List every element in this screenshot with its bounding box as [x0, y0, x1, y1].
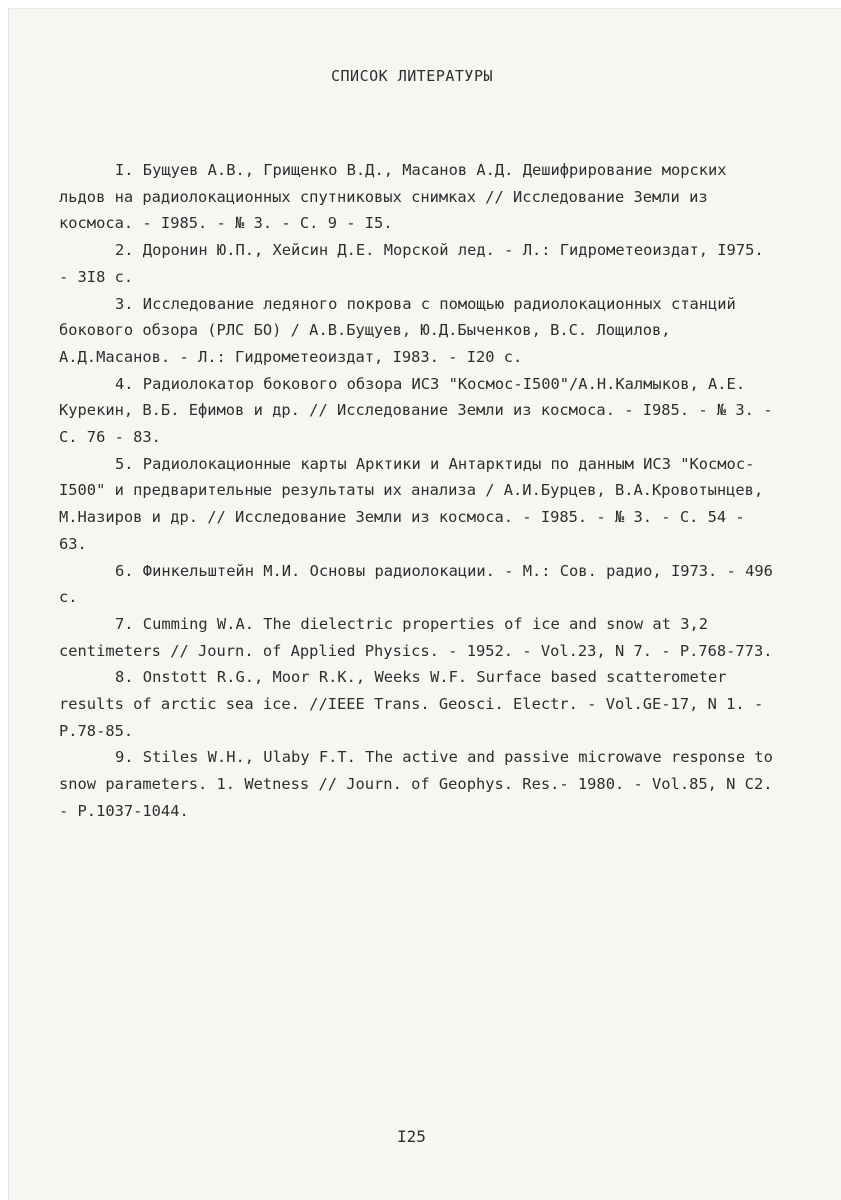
reference-item-3: 3. Исследование ледяного покрова с помощью радиолокационных станций бокового обзора (РЛС БО) / А.В.Бущуев, Ю.Д.Быченков, В.С. Лощилов, А.Д.Масанов. - Л.: Гидрометеоиздат, I983. - I20 с.	[59, 294, 736, 366]
reference-item-6: 6. Финкельштейн М.И. Основы радиолокации. - М.: Сов. радио, I973. - 496 с.	[59, 561, 773, 607]
reference-item-2: 2. Доронин Ю.П., Хейсин Д.Е. Морской лед. - Л.: Гидрометеоиздат, I975. - 3I8 с.	[59, 241, 764, 286]
page-title: СПИСОК ЛИТЕРАТУРЫ	[331, 67, 494, 85]
reference-item-8: 8. Onstott R.G., Moor R.K., Weeks W.F. Surface based scatterometer results of arctic sea ice. //IEEE Trans. Geosci. Electr. - Vol.GE-17, N 1. - P.78-85.	[59, 668, 764, 740]
reference-list	[59, 157, 779, 825]
reference-item-1: I. Бущуев А.В., Грищенко В.Д., Масанов А.Д. Дешифрирование морских льдов на радиолокационных спутниковых снимках // Исследование Земли из космоса. - I985. - № 3. - С. 9 - I5.	[59, 161, 727, 233]
reference-item-5: 5. Радиолокационные карты Арктики и Антарктиды по данным ИСЗ "Космос-I500" и предварительные результаты их анализа / А.И.Бурцев, В.А.Кровотынцев, М.Назиров и др. // Исследование Земли из космоса. - I985. - № 3. - С. 54 - 63.	[59, 454, 764, 553]
reference-item-7: 7. Cumming W.A. The dielectric properties of ice and snow at 3,2 centimeters // Journ. of Applied Physics. - 1952. - Vol.23, N 7. - P.768-773.	[59, 614, 773, 660]
page-number: I25	[397, 1127, 426, 1146]
reference-item-4: 4. Радиолокатор бокового обзора ИСЗ "Космос-I500"/А.Н.Калмыков, А.Е. Курекин, В.Б. Ефимов и др. // Исследование Земли из космоса. - I985. - № 3. - С. 76 - 83.	[59, 374, 773, 447]
document-page	[8, 8, 841, 1200]
reference-item-9: 9. Stiles W.H., Ulaby F.T. The active and passive microwave response to snow parameters. 1. Wetness // Journ. of Geophys. Res.- 1980. - Vol.85, N C2. - P.1037-1044.	[59, 748, 773, 820]
